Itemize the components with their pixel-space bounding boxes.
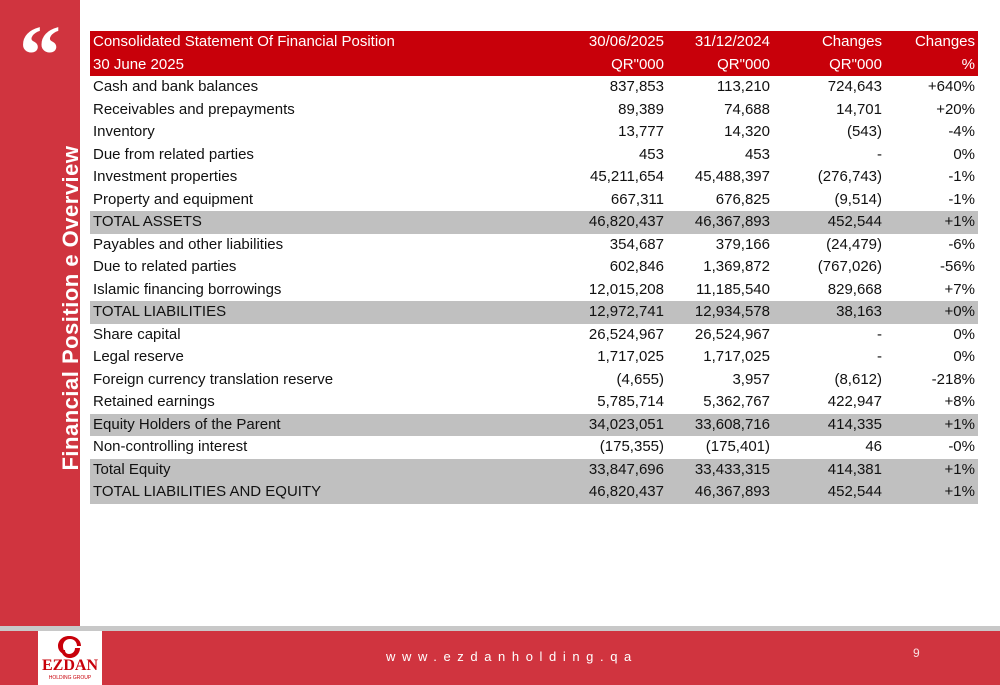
row-value: (4,655): [616, 370, 664, 388]
row-label: Payables and other liabilities: [93, 235, 284, 253]
row-value: 26,524,967: [588, 325, 664, 343]
row-label: Cash and bank balances: [93, 78, 259, 96]
row-value: 602,846: [609, 258, 664, 276]
row-value: 453: [744, 145, 770, 163]
header-value-cell: %: [885, 54, 978, 77]
logo-text: EZDAN: [41, 657, 98, 674]
row-label: Foreign currency translation reserve: [93, 370, 334, 388]
table-row: [90, 144, 978, 167]
row-value: (543): [846, 123, 882, 141]
row-value: 452,544: [773, 211, 885, 234]
row-value: 33,847,696: [521, 459, 667, 482]
table-row: [90, 166, 978, 189]
row-value: 837,853: [609, 78, 664, 96]
row-value: 3,957: [732, 370, 770, 388]
header-value-cell: 30/06/2025: [521, 31, 667, 54]
logo-subtext: HOLDING GROUP: [48, 675, 92, 681]
table-row: [90, 189, 978, 212]
row-value: +1%: [885, 459, 978, 482]
table-row: [90, 324, 978, 347]
table-row: [90, 369, 978, 392]
row-value: 414,335: [773, 414, 885, 437]
row-label: TOTAL ASSETS: [90, 211, 521, 234]
row-value: 12,972,741: [521, 301, 667, 324]
row-value: 422,947: [827, 393, 882, 411]
row-value: -6%: [948, 235, 975, 253]
header-value-cell: QR"000: [667, 54, 773, 77]
row-label: TOTAL LIABILITIES: [90, 301, 521, 324]
row-label: Receivables and prepayments: [93, 100, 295, 118]
row-value: -4%: [948, 123, 975, 141]
header-label-cell: Consolidated Statement Of Financial Position: [90, 31, 521, 54]
page-number: 9: [913, 646, 920, 660]
row-value: -: [877, 348, 882, 366]
row-value: 45,211,654: [590, 168, 664, 186]
row-label: Due to related parties: [93, 258, 237, 276]
row-value: 14,701: [836, 100, 882, 118]
row-label: Share capital: [93, 325, 181, 343]
table-total-row: [90, 459, 978, 482]
row-value: 379,166: [715, 235, 770, 253]
header-value-cell: QR"000: [521, 54, 667, 77]
row-value: (175,355): [599, 438, 664, 456]
header-value-cell: Changes: [885, 31, 978, 54]
row-value: +0%: [885, 301, 978, 324]
row-value: 46,820,437: [521, 481, 667, 504]
ezdan-logo: [38, 631, 102, 685]
row-label: Retained earnings: [93, 393, 215, 411]
row-value: -: [877, 145, 882, 163]
table-row: [90, 436, 978, 459]
row-value: 452,544: [773, 481, 885, 504]
row-label: Investment properties: [93, 168, 238, 186]
quote-mark-icon: “: [19, 9, 61, 102]
row-value: 11,185,540: [696, 280, 770, 298]
header-label-cell: 30 June 2025: [90, 54, 521, 77]
row-value: +8%: [944, 393, 975, 411]
table-total-row: [90, 414, 978, 437]
row-value: -56%: [939, 258, 975, 276]
table-row: [90, 121, 978, 144]
row-label: Inventory: [93, 123, 155, 141]
table-total-row: [90, 211, 978, 234]
row-value: 46,367,893: [667, 481, 773, 504]
row-value: (24,479): [826, 235, 882, 253]
table-header-row: [90, 54, 978, 77]
table-row: [90, 256, 978, 279]
row-value: +1%: [885, 481, 978, 504]
row-value: +640%: [927, 78, 975, 96]
row-value: 45,488,397: [694, 168, 770, 186]
table-row: [90, 346, 978, 369]
row-value: -218%: [931, 370, 975, 388]
row-value: 14,320: [724, 123, 770, 141]
table-row: [90, 234, 978, 257]
financial-position-table: [90, 31, 978, 504]
row-value: 12,934,578: [667, 301, 773, 324]
row-value: 829,668: [827, 280, 882, 298]
row-value: (9,514): [834, 190, 882, 208]
row-value: 354,687: [609, 235, 664, 253]
row-value: 33,433,315: [667, 459, 773, 482]
row-value: 0%: [953, 348, 975, 366]
row-value: 13,777: [618, 123, 664, 141]
table-row: [90, 391, 978, 414]
row-value: 26,524,967: [694, 325, 770, 343]
row-value: +7%: [944, 280, 975, 298]
row-value: 5,362,767: [703, 393, 770, 411]
row-value: +1%: [885, 414, 978, 437]
row-value: 46,820,437: [521, 211, 667, 234]
row-value: -1%: [948, 190, 975, 208]
row-label: Non-controlling interest: [93, 438, 248, 456]
row-value: 724,643: [827, 78, 882, 96]
row-value: 453: [638, 145, 664, 163]
row-value: -0%: [948, 438, 975, 456]
row-label: TOTAL LIABILITIES AND EQUITY: [90, 481, 521, 504]
sidebar: [0, 0, 83, 626]
row-value: 0%: [953, 145, 975, 163]
row-value: (767,026): [817, 258, 882, 276]
row-value: 5,785,714: [597, 393, 664, 411]
table-total-row: [90, 481, 978, 504]
row-value: 1,717,025: [597, 348, 664, 366]
row-value: 33,608,716: [667, 414, 773, 437]
row-value: 113,210: [716, 78, 770, 96]
header-value-cell: QR"000: [773, 54, 885, 77]
row-value: (276,743): [817, 168, 882, 186]
row-value: 34,023,051: [521, 414, 667, 437]
row-value: +1%: [885, 211, 978, 234]
row-label: Due from related parties: [93, 145, 254, 163]
row-value: (175,401): [705, 438, 770, 456]
table-total-row: [90, 301, 978, 324]
row-value: 1,717,025: [703, 348, 770, 366]
row-value: 12,015,208: [588, 280, 664, 298]
table-row: [90, 99, 978, 122]
row-value: (8,612): [834, 370, 882, 388]
row-value: 0%: [953, 325, 975, 343]
row-value: 46,367,893: [667, 211, 773, 234]
row-value: -: [877, 325, 882, 343]
row-value: 38,163: [773, 301, 885, 324]
row-value: +20%: [936, 100, 975, 118]
row-label: Legal reserve: [93, 348, 184, 366]
table-header-row: [90, 31, 978, 54]
header-value-cell: Changes: [773, 31, 885, 54]
row-label: Total Equity: [90, 459, 521, 482]
table-row: [90, 76, 978, 99]
row-value: -1%: [948, 168, 975, 186]
financial-position-table-wrap: [90, 31, 978, 504]
row-value: 74,688: [724, 100, 770, 118]
row-value: 414,381: [773, 459, 885, 482]
header-value-cell: 31/12/2024: [667, 31, 773, 54]
row-label: Equity Holders of the Parent: [90, 414, 521, 437]
row-label: Property and equipment: [93, 190, 254, 208]
row-value: 89,389: [618, 100, 664, 118]
row-value: 46: [865, 438, 882, 456]
row-value: 676,825: [715, 190, 770, 208]
website-url[interactable]: www.ezdanholding.qa: [386, 649, 638, 664]
page-title: Financial Position e Overview: [58, 145, 83, 471]
row-label: Islamic financing borrowings: [93, 280, 282, 298]
row-value: 1,369,872: [703, 258, 770, 276]
row-value: 667,311: [610, 190, 664, 208]
sidebar-title-wrap: [0, 0, 83, 626]
table-row: [90, 279, 978, 302]
